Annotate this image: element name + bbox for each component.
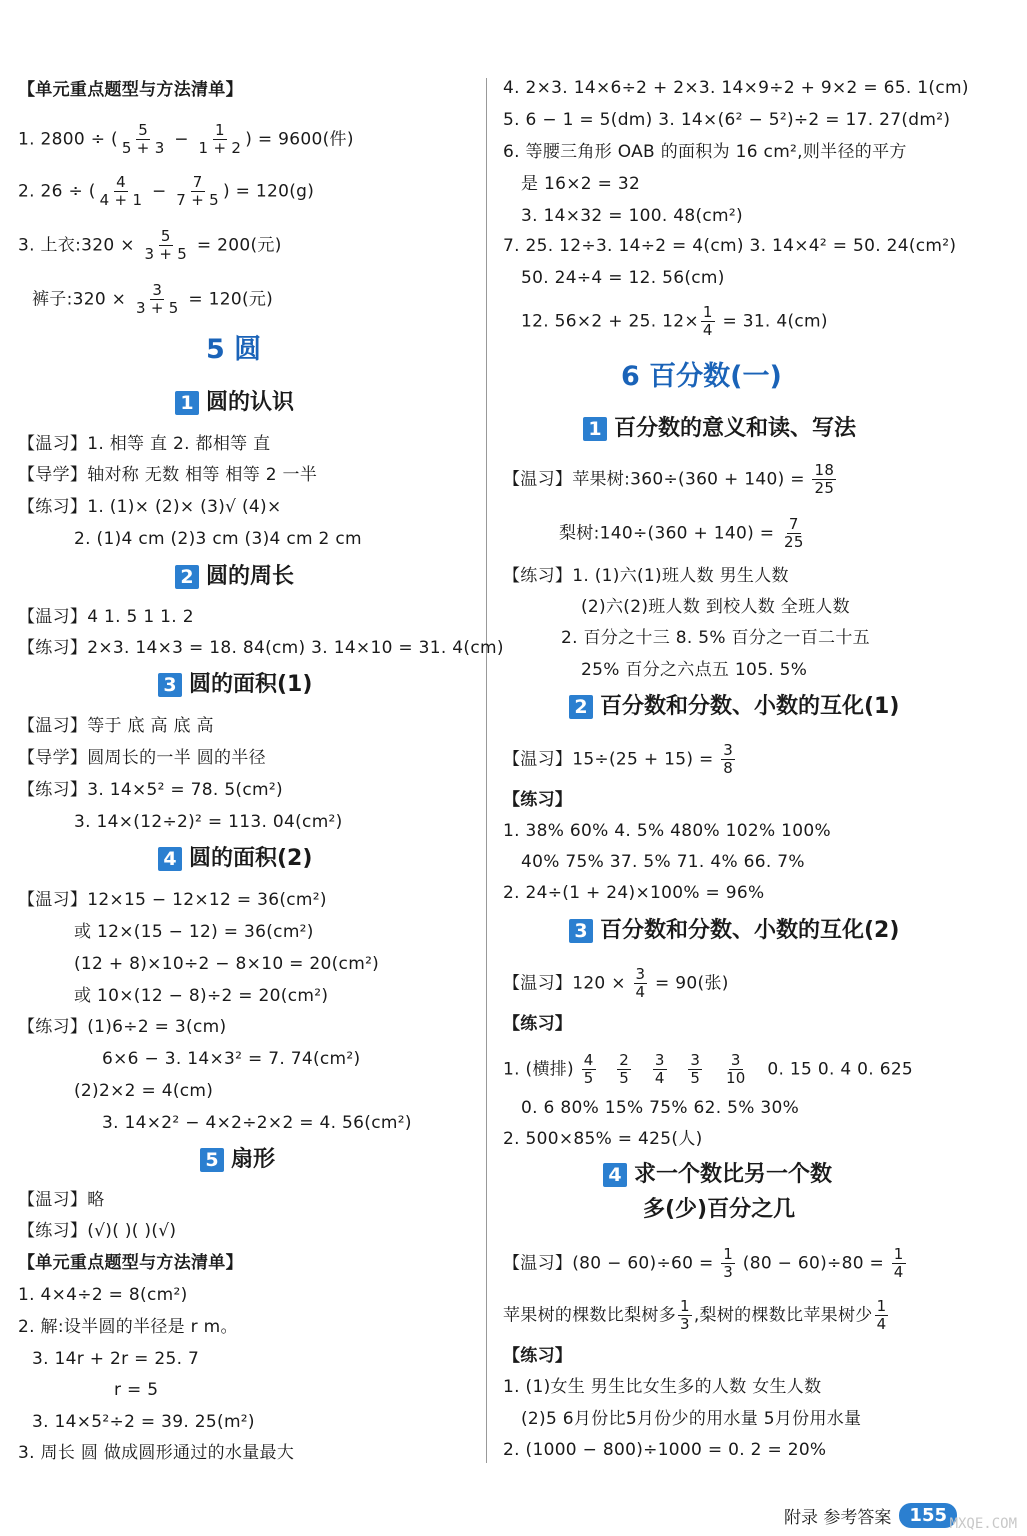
text-line: 6. 等腰三角形 OAB 的面积为 16 cm²,则半径的平方: [503, 142, 907, 162]
text-line: [521, 304, 828, 339]
text-line: 25% 百分之六点五 105. 5%: [581, 660, 808, 680]
numerator: 3: [152, 281, 163, 299]
section-heading: [603, 1160, 832, 1190]
section-title: 圆的面积(1): [189, 672, 313, 697]
denominator: 5: [583, 1069, 594, 1087]
text-line: 2. 24÷(1 + 24)×100% = 96%: [503, 883, 765, 903]
text-line: 【练习】1. (1)× (2)× (3)√ (4)×: [18, 497, 282, 517]
text-line: 是 16×2 = 32: [521, 174, 641, 194]
text: 苹果树的棵数比梨树多: [503, 1305, 676, 1326]
text-line: 1. 4×4÷2 = 8(cm²): [18, 1285, 188, 1305]
section-title: 圆的周长: [206, 564, 295, 589]
fraction: [701, 304, 715, 339]
fraction: [582, 1052, 596, 1087]
text-line: 50. 24÷4 = 12. 56(cm): [521, 268, 725, 288]
section-title: 百分数和分数、小数的互化(2): [600, 918, 900, 943]
text: = 31. 4(cm): [716, 311, 828, 332]
text-line: 【导学】轴对称 无数 相等 相等 2 一半: [18, 465, 318, 485]
text-line: 1. 38% 60% 4. 5% 480% 102% 100%: [503, 821, 831, 841]
section-number-badge: 2: [175, 565, 199, 589]
section-heading: [175, 388, 294, 418]
text: −: [146, 181, 173, 202]
section-title: 百分数和分数、小数的互化(1): [600, 694, 900, 719]
text-line: 1. (1)女生 男生比女生多的人数 女生人数: [503, 1377, 822, 1397]
fraction: [134, 282, 181, 317]
text: = 90(张): [649, 973, 729, 994]
text-line: 【温习】略: [18, 1190, 105, 1210]
numerator: 1: [876, 1297, 887, 1315]
section-title: 圆的认识: [206, 390, 295, 415]
text-line: 【练习】3. 14×5² = 78. 5(cm²): [18, 780, 283, 800]
section-title: 百分数的意义和读、写法: [614, 416, 857, 441]
text-line: (12 + 8)×10÷2 − 8×10 = 20(cm²): [74, 954, 380, 974]
text: 3. 上衣:320 ×: [18, 235, 141, 256]
methods-header: 【单元重点题型与方法清单】: [18, 80, 243, 100]
text: 梨树:140÷(360 + 140) =: [559, 523, 780, 544]
text-line: r = 5: [114, 1380, 159, 1400]
fraction: [653, 1052, 667, 1087]
section-heading: [569, 692, 899, 722]
method-1: [18, 122, 354, 157]
text: (80 − 60)÷80 =: [737, 1253, 890, 1274]
footer-label: 附录 参考答案: [784, 1508, 892, 1528]
denominator: 3 + 5: [144, 245, 188, 263]
numerator: 4: [583, 1051, 594, 1069]
text-line: 40% 75% 37. 5% 71. 4% 66. 7%: [521, 852, 805, 872]
denominator: 3: [723, 1263, 734, 1281]
text-line: 【练习】(1)6÷2 = 3(cm): [18, 1017, 227, 1037]
section-title: 求一个数比另一个数: [634, 1162, 833, 1187]
denominator: 3: [680, 1315, 690, 1333]
text-line: 3. 14×32 = 100. 48(cm²): [521, 206, 743, 226]
denominator: 3 + 5: [135, 299, 179, 317]
section-heading: [583, 414, 856, 444]
text: 【温习】苹果树:360÷(360 + 140) =: [503, 469, 811, 490]
section-title: 扇形: [231, 1147, 276, 1172]
numerator: 3: [635, 965, 646, 983]
methods-header: 【单元重点题型与方法清单】: [18, 1253, 243, 1273]
numerator: 3: [723, 741, 734, 759]
section-title: 圆的面积(2): [189, 846, 313, 871]
denominator: 5: [619, 1069, 630, 1087]
text: 【温习】15÷(25 + 15) =: [503, 749, 720, 770]
text-line: [503, 1298, 890, 1333]
numerator: 2: [619, 1051, 630, 1069]
denominator: 1 + 2: [198, 139, 242, 157]
denominator: 7 + 5: [176, 191, 219, 209]
section-number-badge: 1: [583, 417, 607, 441]
section-number-badge: 5: [200, 1148, 224, 1172]
text-line: 【练习】2×3. 14×3 = 18. 84(cm) 3. 14×10 = 31. 4(cm): [18, 638, 504, 658]
chapter-5-title: 5 圆: [206, 334, 262, 365]
method-4: [32, 282, 273, 317]
method-2: [18, 174, 314, 209]
fraction: [142, 228, 189, 263]
text: 0. 15 0. 4 0. 625: [767, 1059, 914, 1080]
text-line: 【练习】: [503, 1346, 573, 1366]
text-line: 【温习】4 1. 5 1 1. 2: [18, 607, 194, 627]
denominator: 4: [702, 321, 713, 339]
text-line: 2. 解:设半圆的半径是 r m。: [18, 1317, 238, 1337]
fraction: [688, 1052, 702, 1087]
text-line: 2. 百分之十三 8. 5% 百分之一百二十五: [561, 628, 870, 648]
text-line: 3. 14×2² − 4×2÷2×2 = 4. 56(cm²): [102, 1113, 412, 1133]
text-line: 5. 6 − 1 = 5(dm) 3. 14×(6² − 5²)÷2 = 17. 27(dm²): [503, 110, 951, 130]
fraction: [724, 1052, 748, 1087]
numerator: 5: [160, 227, 171, 245]
section-title-cont: 多(少)百分之几: [643, 1197, 796, 1222]
text-line: 【练习】: [503, 790, 573, 810]
text: ) = 120(g): [223, 181, 315, 202]
numerator: 1: [680, 1297, 690, 1315]
section-number-badge: 2: [569, 695, 593, 719]
numerator: 1: [893, 1245, 904, 1263]
text: 1. 2800 ÷ (: [18, 129, 118, 150]
section-heading: [158, 670, 312, 700]
section-heading: [175, 562, 294, 592]
text-line: 2. 500×85% = 425(人): [503, 1129, 703, 1149]
fraction: [678, 1298, 692, 1333]
text-line: 【温习】等于 底 高 底 高: [18, 716, 214, 736]
page-number: 155: [899, 1503, 957, 1528]
fraction: [812, 462, 836, 497]
denominator: 4: [635, 983, 646, 1001]
text-line: [503, 966, 729, 1001]
section-number-badge: 3: [569, 919, 593, 943]
numerator: 7: [192, 173, 203, 191]
denominator: 4: [893, 1263, 904, 1281]
text-line: 3. 14×5²÷2 = 39. 25(m²): [32, 1412, 255, 1432]
numerator: 5: [138, 121, 149, 139]
fraction: [875, 1298, 889, 1333]
text: 【温习】(80 − 60)÷60 =: [503, 1253, 720, 1274]
fraction: [120, 122, 167, 157]
fraction: [721, 742, 735, 777]
fraction: [634, 966, 648, 1001]
text-line: [503, 1052, 913, 1087]
numerator: 1: [702, 303, 713, 321]
numerator: 4: [116, 173, 126, 191]
text-line: 2. (1)4 cm (2)3 cm (3)4 cm 2 cm: [74, 529, 362, 549]
fraction: [98, 174, 145, 209]
text-line: 或 12×(15 − 12) = 36(cm²): [74, 922, 314, 942]
numerator: 3: [654, 1051, 665, 1069]
denominator: 4: [876, 1315, 887, 1333]
text: = 120(元): [182, 289, 274, 310]
denominator: 4: [654, 1069, 665, 1087]
section-number-badge: 4: [158, 847, 182, 871]
text: −: [168, 129, 195, 150]
text-line: 【温习】12×15 − 12×12 = 36(cm²): [18, 890, 327, 910]
text-line: 2. (1000 − 800)÷1000 = 0. 2 = 20%: [503, 1440, 827, 1460]
text-line: 3. 14×(12÷2)² = 113. 04(cm²): [74, 812, 343, 832]
section-heading: [158, 844, 312, 874]
fraction: [617, 1052, 631, 1087]
denominator: 5: [690, 1069, 701, 1087]
numerator: 3: [690, 1051, 701, 1069]
text-line: 【练习】: [503, 1014, 573, 1034]
text-line: 6×6 − 3. 14×3² = 7. 74(cm²): [102, 1049, 361, 1069]
denominator: 25: [783, 533, 804, 551]
section-heading: [200, 1145, 275, 1175]
text-line: [503, 1246, 908, 1281]
watermark: MXQE.COM: [949, 1516, 1017, 1532]
text-line: (2)六(2)班人数 到校人数 全班人数: [581, 597, 850, 617]
fraction: [197, 122, 244, 157]
text-line: 7. 25. 12÷3. 14÷2 = 4(cm) 3. 14×4² = 50. 24(cm²): [503, 236, 957, 256]
text-line: 【练习】(√)( )( )(√): [18, 1221, 177, 1241]
text-line: 【导学】圆周长的一半 圆的半径: [18, 748, 266, 768]
denominator: 4 + 1: [99, 191, 143, 209]
chapter-6-title: 6 百分数(一): [621, 361, 782, 392]
text-line: 3. 周长 圆 做成圆形通过的水量最大: [18, 1443, 295, 1463]
text-line: 0. 6 80% 15% 75% 62. 5% 30%: [521, 1098, 800, 1118]
denominator: 25: [814, 479, 835, 497]
fraction: [892, 1246, 906, 1281]
text-line: [503, 742, 737, 777]
fraction: [782, 516, 806, 551]
fraction: [174, 174, 221, 209]
text: ,梨树的棵数比苹果树少: [693, 1305, 873, 1326]
text-line: 4. 2×3. 14×6÷2 + 2×3. 14×9÷2 + 9×2 = 65. 1(cm): [503, 78, 969, 98]
text: 裤子:320 ×: [32, 289, 132, 310]
text-line: 或 10×(12 − 8)÷2 = 20(cm²): [74, 986, 329, 1006]
numerator: 1: [214, 121, 225, 139]
text-line: [503, 462, 838, 497]
page-footer: [784, 1503, 957, 1528]
text-line: 【练习】1. (1)六(1)班人数 男生人数: [503, 566, 789, 586]
denominator: 8: [723, 759, 734, 777]
numerator: 7: [788, 515, 799, 533]
text-line: [559, 516, 808, 551]
text-line: 【温习】1. 相等 直 2. 都相等 直: [18, 434, 271, 454]
text-line: (2)5 6月份比5月份少的用水量 5月份用水量: [521, 1409, 862, 1429]
fraction: [721, 1246, 735, 1281]
denominator: 5 + 3: [121, 139, 165, 157]
section-heading: [569, 916, 899, 946]
text: 1. (横排): [503, 1059, 574, 1080]
text: 12. 56×2 + 25. 12×: [521, 311, 699, 332]
text: = 200(元): [191, 235, 282, 256]
numerator: 3: [730, 1051, 741, 1069]
section-number-badge: 3: [158, 673, 182, 697]
numerator: 1: [723, 1245, 734, 1263]
text-line: 3. 14r + 2r = 25. 7: [32, 1349, 200, 1369]
text: ) = 9600(件): [245, 129, 354, 150]
text: 【温习】120 ×: [503, 973, 632, 994]
numerator: 18: [814, 461, 835, 479]
method-3: [18, 228, 282, 263]
text-line: (2)2×2 = 4(cm): [74, 1081, 214, 1101]
text: 2. 26 ÷ (: [18, 181, 96, 202]
column-divider: [486, 78, 487, 1463]
section-number-badge: 1: [175, 391, 199, 415]
denominator: 10: [725, 1069, 746, 1087]
section-number-badge: 4: [603, 1163, 627, 1187]
